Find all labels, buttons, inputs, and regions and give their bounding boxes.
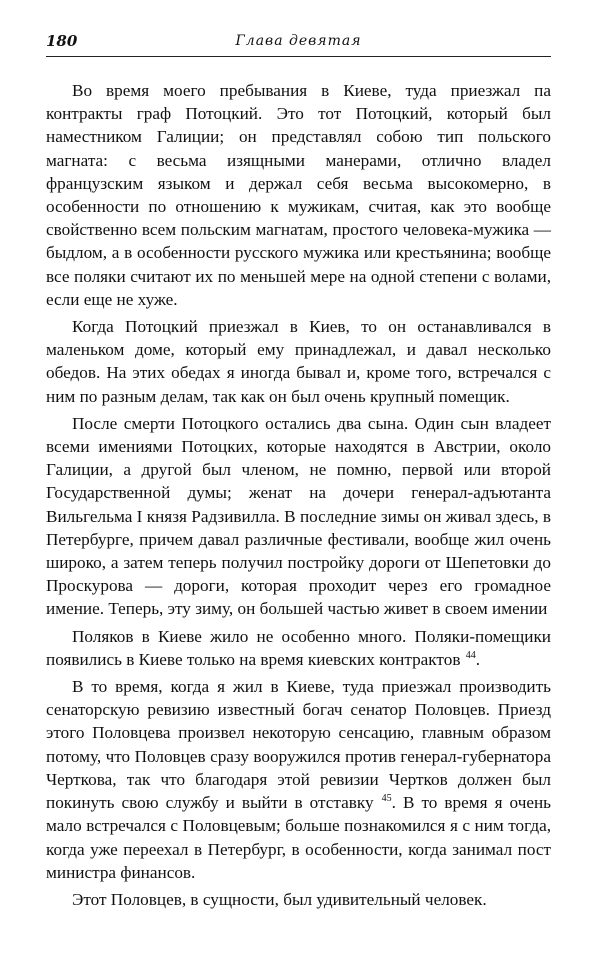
- paragraph-text: Во время моего пребывания в Киеве, туда приезжал па контракты граф Потоцкий. Это тот Потоцкий, который был наместником Галиции; он представлял собою тип польского магната: с весьма изящными манерами, отлично владел французским языком и держал себя весьма высокомерно, в особенности по отношению к мужикам, считая, как это вообще свойственно всем польским магнатам, простого человека-мужика — быдлом, а в особенности русского мужика или крестьянина; вообще все поляки считают их по меньшей мере на одной степени с волами, если еще не хуже.: [46, 81, 551, 309]
- book-page: [46, 30, 551, 915]
- paragraph-1: [46, 79, 551, 311]
- paragraph-5: [46, 675, 551, 884]
- paragraph-text: Когда Потоцкий приезжал в Киев, то он останавливался в маленьком доме, который ему принадлежал, и давал несколько обедов. На этих обедах я иногда бывал и, кроме того, встречался с ним по разным делам, так как он был очень крупный помещик.: [46, 317, 551, 406]
- footnote-ref-44: 44: [465, 650, 476, 662]
- paragraph-text: Этот Половцев, в сущности, был удивительный человек.: [72, 889, 487, 909]
- paragraph-6: [46, 888, 551, 911]
- footnote-ref-45: 45: [381, 793, 392, 805]
- paragraph-tail: .: [475, 649, 481, 669]
- paragraph-tail: . В то время я очень мало встречался с Половцевым; больше познакомился я с ним тогда, когда уже переехал в Петербург, в особенности, когда занимал пост министра финансов.: [46, 793, 552, 882]
- paragraph-text: После смерти Потоцкого остались два сына. Один сын владеет всеми имениями Потоцких, которые находятся в Австрии, около Галиции, а другой был членом, не помню, первой или второй Государственной думы; женат на дочери генерал-адъютанта Вильгельма I князя Радзивилла. В последние зимы он живал здесь, в Петербурге, причем давал различные фестивали, вообще жил очень широко, а затем теперь получил постройку дороги от Шепетовки до Проскурова — дороги, которая проходит через его громадное имение. Теперь, эту зиму, он большей частью живет в своем имении: [46, 413, 551, 619]
- paragraph-text: Поляков в Киеве жило не особенно много. Поляки-помещики появились в Киеве только на время киевских контрактов: [46, 626, 551, 669]
- page-number: 180: [46, 32, 78, 50]
- paragraph-2: [46, 315, 551, 408]
- paragraph-4: [46, 625, 551, 671]
- paragraph-3: [46, 412, 551, 621]
- paragraph-text: В то время, когда я жил в Киеве, туда приезжал производить сенаторскую ревизию известный богач сенатор Половцев. Приезд этого Половцева произвел некоторую сенсацию, главным образом потому, что Половцев сразу вооружился против генерал-губернатора Черткова, так что благодаря этой ревизии Чертков должен был покинуть свою службу и выйти в отставку: [46, 677, 551, 813]
- chapter-title: Глава девятая: [235, 33, 362, 49]
- running-head: [46, 30, 551, 57]
- body-text: [46, 79, 551, 911]
